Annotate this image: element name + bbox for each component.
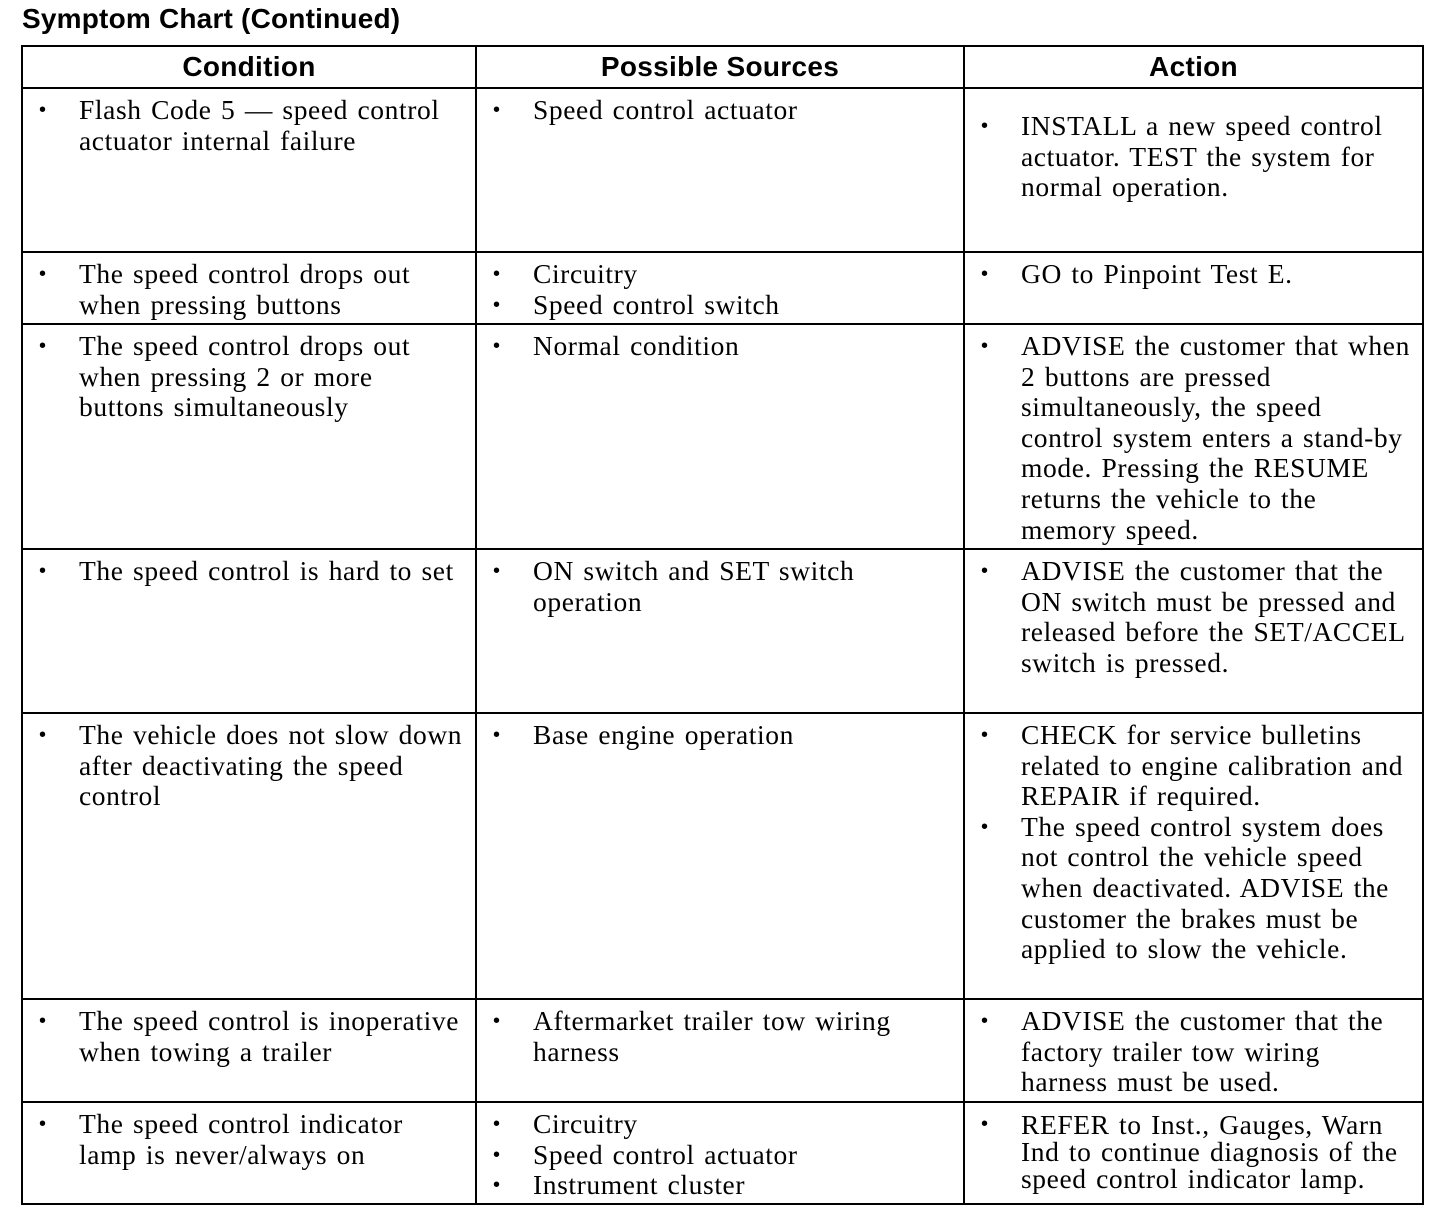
bullet-icon: • [39, 1113, 47, 1135]
bullet-icon: • [493, 1143, 501, 1166]
bullet-icon: • [981, 1010, 989, 1032]
list-item: • ADVISE the customer that the factory trailer tow wiring harness must be used. [981, 1005, 1384, 1098]
symptom-chart-table [21, 45, 1424, 1205]
list-item: • Aftermarket trailer tow wiring harness [493, 1005, 891, 1067]
sources-cell [476, 324, 964, 549]
list-item: • Base engine operation [493, 719, 794, 750]
action-cell [964, 999, 1423, 1102]
action-cell [964, 252, 1423, 324]
bullet-icon: • [981, 724, 989, 746]
table-row [22, 88, 1423, 252]
list-item: • Speed control switch [493, 288, 780, 320]
header-possible-sources: Possible Sources [476, 46, 964, 88]
action-cell [964, 324, 1423, 549]
table-row [22, 1102, 1423, 1204]
bullet-icon: • [981, 560, 989, 582]
list-item: • ADVISE the customer that the ON switch must be pressed and released before the SET/ACCEL switch is pressed. [981, 555, 1405, 678]
header-condition: Condition [22, 46, 476, 88]
list-item: • The speed control is inoperative when towing a trailer [39, 1005, 459, 1067]
sources-cell [476, 999, 964, 1102]
list-item: • Speed control actuator [493, 94, 798, 125]
table-row [22, 713, 1423, 999]
table-row [22, 999, 1423, 1102]
bullet-icon: • [493, 1113, 501, 1135]
list-item: • Normal condition [493, 330, 740, 361]
bullet-icon: • [39, 560, 47, 582]
condition-cell [22, 999, 476, 1102]
list-item: • ON switch and SET switch operation [493, 555, 855, 617]
header-action: Action [964, 46, 1423, 88]
bullet-icon: • [493, 724, 501, 746]
bullet-icon: • [493, 1174, 501, 1197]
action-cell [964, 1102, 1423, 1204]
list-item: • The speed control is hard to set [39, 555, 454, 586]
sources-cell [476, 252, 964, 324]
bullet-icon: • [493, 335, 501, 357]
bullet-icon: • [39, 99, 47, 121]
list-item: • INSTALL a new speed control actuator. TEST the system for normal operation. [981, 110, 1383, 203]
page-title: Symptom Chart (Continued) [22, 3, 401, 34]
bullet-icon: • [39, 1010, 47, 1032]
bullet-icon: • [981, 115, 989, 137]
bullet-icon: • [493, 560, 501, 582]
list-item: • The vehicle does not slow down after deactivating the speed control [39, 719, 463, 812]
condition-cell [22, 324, 476, 549]
bullet-icon: • [493, 99, 501, 121]
bullet-icon: • [493, 293, 501, 316]
list-item: • Circuitry [493, 258, 638, 289]
condition-cell [22, 549, 476, 713]
condition-cell [22, 1102, 476, 1204]
sources-cell [476, 1102, 964, 1204]
list-item: • The speed control system does not control the vehicle speed when deactivated. ADVISE the customer the brakes must be applied to slow the vehicle. [981, 810, 1389, 965]
table-row [22, 324, 1423, 549]
list-item: • The speed control indicator lamp is never/always on [39, 1108, 403, 1170]
condition-cell [22, 713, 476, 999]
action-cell [964, 549, 1423, 713]
bullet-icon: • [493, 1010, 501, 1032]
sources-cell [476, 713, 964, 999]
condition-cell [22, 88, 476, 252]
list-item: • The speed control drops out when pressing buttons [39, 258, 411, 320]
action-cell [964, 713, 1423, 999]
list-item: • CHECK for service bulletins related to engine calibration and REPAIR if required. [981, 719, 1404, 812]
header-row [22, 46, 1423, 88]
sources-cell [476, 549, 964, 713]
bullet-icon: • [981, 335, 989, 357]
bullet-icon: • [493, 263, 501, 285]
condition-cell [22, 252, 476, 324]
sources-cell [476, 88, 964, 252]
list-item: • GO to Pinpoint Test E. [981, 258, 1293, 289]
list-item: • The speed control drops out when pressing 2 or more buttons simultaneously [39, 330, 411, 423]
list-item: • Instrument cluster [493, 1169, 746, 1201]
action-cell [964, 88, 1423, 252]
bullet-icon: • [981, 815, 989, 838]
bullet-icon: • [981, 1113, 989, 1135]
bullet-icon: • [39, 724, 47, 746]
list-item: • REFER to Inst., Gauges, Warn Ind to continue diagnosis of the speed control indicator lamp. [981, 1109, 1398, 1194]
bullet-icon: • [39, 335, 47, 357]
list-item: • ADVISE the customer that when 2 buttons are pressed simultaneously, the speed control system enters a stand-by mode. Pressing the RESUME returns the vehicle to the memory speed. [981, 330, 1410, 545]
bullet-icon: • [39, 263, 47, 285]
list-item: • Speed control actuator [493, 1138, 798, 1170]
bullet-icon: • [981, 263, 989, 285]
table-row [22, 549, 1423, 713]
table-row [22, 252, 1423, 324]
list-item: • Circuitry [493, 1108, 638, 1139]
list-item: • Flash Code 5 — speed control actuator internal failure [39, 94, 440, 156]
